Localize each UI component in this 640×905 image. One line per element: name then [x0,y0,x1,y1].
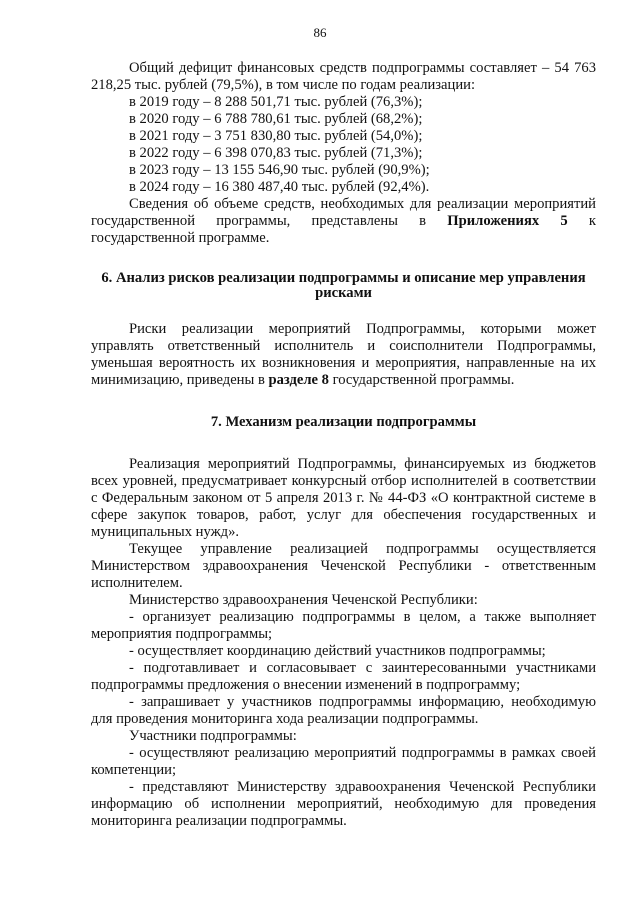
page-number: 86 [313,25,327,40]
participants-item-1: - осуществляют реализацию мероприятий подпрограммы в рамках своей компетенции; [91,745,596,778]
appendix-link-text: Приложениях 5 [447,213,568,229]
deficit-year-2020: в 2020 году – 6 788 780,61 тыс. рублей (68,2%); [129,111,423,127]
mechanism-paragraph-2: Текущее управление реализацией подпрограммы осуществляется Министерством здравоохранения Чеченской Республики - ответственным исполнителем. [91,541,596,591]
section-7-heading: 7. Механизм реализации подпрограммы [210,414,477,430]
ministry-item-3: - подготавливает и согласовывает с заинтересованными участниками подпрограммы предложения о внесении изменений в подпрограмму; [91,660,596,693]
section-6-heading: 6. Анализ рисков реализации подпрограммы и описание мер управления рисками [101,270,586,301]
participants-item-2: - представляют Министерству здравоохранения Чеченской Республики информацию об исполнении мероприятий, необходимую для проведения мониторинга реализации подпрограммы. [91,779,596,829]
deficit-intro: Общий дефицит финансовых средств подпрограммы составляет – 54 763 218,25 тыс. рублей (79,5%), в том числе по годам реализации: [91,60,596,93]
risks-section-ref: разделе 8 [268,372,329,388]
ministry-heading: Министерство здравоохранения Чеченской Республики: [129,592,478,608]
mechanism-paragraph-1: Реализация мероприятий Подпрограммы, финансируемых из бюджетов всех уровней, предусматривает конкурсный отбор исполнителей в соответствии с Федеральным законом от 5 апреля 2013 г. № 44-ФЗ «О контрактной системе в сфере закупок товаров, работ, услуг для обеспечения государственных и муниципальных нужд». [91,456,596,540]
participants-heading: Участники подпрограммы: [129,728,297,744]
deficit-year-2024: в 2024 году – 16 380 487,40 тыс. рублей (92,4%). [129,179,430,195]
deficit-year-2023: в 2023 году – 13 155 546,90 тыс. рублей (90,9%); [129,162,430,178]
ministry-item-4: - запрашивает у участников подпрограммы информацию, необходимую для проведения мониторинга хода реализации подпрограммы. [91,694,596,727]
deficit-year-2022: в 2022 году – 6 398 070,83 тыс. рублей (71,3%); [129,145,423,161]
appendix-text-pre: Сведения об объеме средств, необходимых для реализации мероприятий государственной программы, представлены в [91,196,596,229]
section-6-paragraph [91,321,596,389]
appendix-text-post: к государственной программе. [91,213,596,246]
page-content [91,60,596,830]
risks-text-pre: Риски реализации мероприятий Подпрограммы, которыми может управлять ответственный исполнитель и соисполнители Подпрограммы, уменьшая вероятность их возникновения и мероприятия, направленные на их минимизацию, приведены в [91,321,596,388]
ministry-item-2: - осуществляет координацию действий участников подпрограммы; [129,643,546,659]
appendix-reference [91,196,596,247]
risks-text-post: государственной программы. [328,372,515,388]
deficit-year-2019: в 2019 году – 8 288 501,71 тыс. рублей (76,3%); [129,94,423,110]
ministry-item-1: - организует реализацию подпрограммы в целом, а также выполняет мероприятия подпрограммы; [91,609,596,642]
deficit-year-2021: в 2021 году – 3 751 830,80 тыс. рублей (54,0%); [129,128,423,144]
